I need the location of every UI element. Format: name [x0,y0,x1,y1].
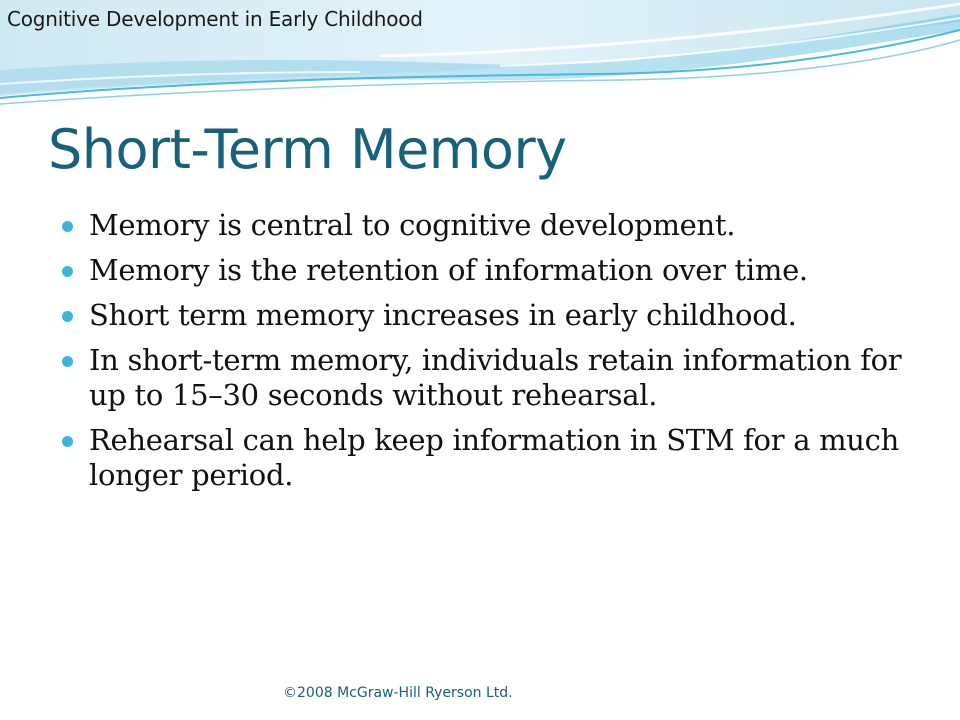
bullet-list [62,208,902,503]
bullet-item [62,423,902,493]
bullet-dot-icon [62,221,73,232]
bullet-text: Rehearsal can help keep information in STM for a much longer period. [89,423,900,492]
bullet-item [62,298,902,333]
bullet-dot-icon [62,436,73,447]
header-course-title: Cognitive Development in Early Childhood [7,7,423,31]
bullet-item [62,208,902,243]
bullet-text: In short-term memory, individuals retain information for up to 15–30 seconds without rehearsal. [89,343,902,412]
slide-title: Short-Term Memory [48,118,567,181]
bullet-dot-icon [62,356,73,367]
bullet-dot-icon [62,311,73,322]
bullet-item [62,253,902,288]
bullet-text: Memory is central to cognitive development. [89,208,736,242]
bullet-item [62,343,902,413]
bullet-text: Short term memory increases in early childhood. [89,298,797,332]
bullet-text: Memory is the retention of information over time. [89,253,808,287]
footer-copyright: ©2008 McGraw-Hill Ryerson Ltd. [283,685,513,701]
bullet-dot-icon [62,266,73,277]
